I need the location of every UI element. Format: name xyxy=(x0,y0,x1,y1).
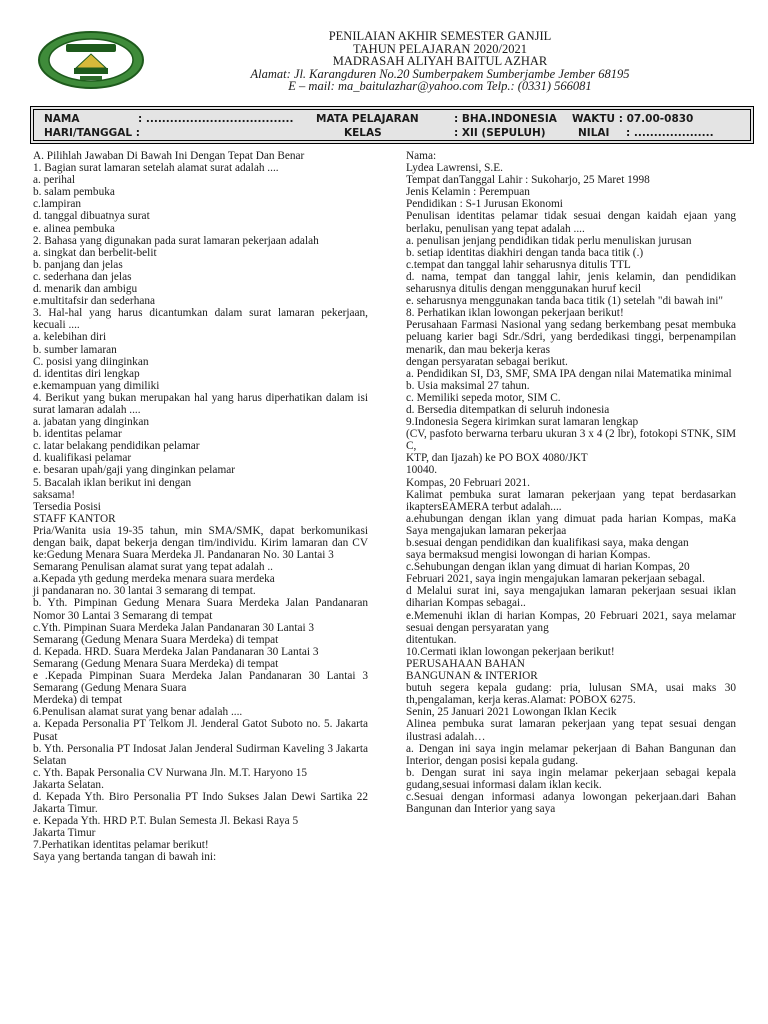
text-line: Tempat danTanggal Lahir : Sukoharjo, 25 Maret 1998 xyxy=(406,174,650,187)
text-line: c.lampiran xyxy=(33,198,81,211)
text-line: b. panjang dan jelas xyxy=(33,258,123,271)
text-line: Jakarta Selatan. xyxy=(33,778,104,791)
text-line: 10040. xyxy=(406,464,438,477)
text-line: b. Yth. Pimpinan Gedung Menara Suara Merdeka Jalan Pandanaran Nomor 30 Lantai 3 Semarang di tempat xyxy=(33,597,368,622)
text-line: e. seharusnya menggunakan tanda baca titik (1) setelah "di bawah ini" xyxy=(406,295,723,308)
text-line: b. setiap identitas diakhiri dengan tanda baca titik (.) xyxy=(406,246,644,259)
text-line: Tersedia Posisi xyxy=(33,500,101,513)
text-line: Jakarta Timur xyxy=(33,827,96,840)
text-line: c.tempat dan tanggal lahir seharusnya ditulis TTL xyxy=(406,258,631,271)
header-title: PENILAIAN AKHIR SEMESTER GANJIL xyxy=(328,29,552,43)
label-hari: HARI/TANGGAL : xyxy=(44,127,140,139)
text-line: 7.Perhatikan identitas pelamar berikut! xyxy=(33,839,209,852)
value-nilai[interactable]: : .................... xyxy=(626,127,714,139)
text-line: c. latar belakang pendidikan pelamar xyxy=(33,440,200,453)
header-address: Alamat: Jl. Karangduren No.20 Sumberpakem Sumberjambe Jember 68195 xyxy=(250,66,630,81)
text-line: c.Yth. Pimpinan Suara Merdeka Jalan Pandanaran 30 Lantai 3 xyxy=(33,621,315,634)
school-logo xyxy=(36,28,146,92)
text-line: 4. Berikut yang bukan merupakan hal yang harus diperhatikan dalam isi surat lamaran adalah .... xyxy=(33,391,368,416)
text-line: a. Kepada Personalia PT Telkom Jl. Jenderal Gatot Suboto no. 5. Jakarta Pusat xyxy=(33,718,368,743)
text-line: b. Yth. Personalia PT Indosat Jalan Jenderal Sudirman Kaveling 3 Jakarta Selatan xyxy=(33,742,368,767)
text-line: a.ehubungan dengan iklan yang dimuat pada harian Kompas, maKa Saya mengajukan lamaran pekerjaa xyxy=(406,512,736,537)
text-line: (CV, pasfoto berwarna terbaru ukuran 3 x 4 (2 lbr), fotokopi STNK, SIM C, xyxy=(406,428,736,453)
text-line: a. Pendidikan SI, D3, SMF, SMA IPA dengan nilai Matematika minimal xyxy=(406,367,732,380)
text-line: d. menarik dan ambigu xyxy=(33,283,138,296)
text-line: A. Pilihlah Jawaban Di Bawah Ini Dengan Tepat Dan Benar xyxy=(33,150,305,162)
value-mapel: : BHA.INDONESIA xyxy=(454,113,557,125)
text-line: Semarang (Gedung Menara Suara Merdeka) di tempat xyxy=(33,633,279,646)
exam-header xyxy=(150,30,730,93)
text-line: KTP, dan Ijazah) ke PO BOX 4080/JKT xyxy=(406,452,588,465)
text-line: a. Dengan ini saya ingin melamar pekerjaan di Bahan Bangunan dan Interior, dengan posisi kepala gudang. xyxy=(406,742,736,767)
text-line: 3. Hal-hal yang harus dicantumkan dalam surat lamaran pekerjaan, kecuali .... xyxy=(33,307,368,332)
text-line: e. besaran upah/gaji yang dinginkan pelamar xyxy=(33,464,236,477)
text-line: Semarang (Gedung Menara Suara Merdeka) di tempat xyxy=(33,657,279,670)
text-line: 8. Perhatikan iklan lowongan pekerjaan berikut! xyxy=(406,307,624,320)
text-line: Perusahaan Farmasi Nasional yang sedang berkembang pesat membuka peluang karier bagi Sdr./Sdri, yang berdedikasi tinggi, berpenampilan menarik, dan mau bekerja keras xyxy=(406,319,736,356)
header-year: TAHUN PELAJARAN 2020/2021 xyxy=(353,41,527,56)
text-line: c. Yth. Bapak Personalia CV Nurwana Jln. M.T. Haryono 15 xyxy=(33,766,308,779)
text-line: dengan persyaratan sebagai berikut. xyxy=(406,355,568,368)
text-line: ji pandanaran no. 30 lantai 3 semarang di tempat. xyxy=(33,585,256,598)
text-line: e .Kepada Pimpinan Suara Merdeka Jalan Pandanaran 30 Lantai 3 Semarang (Gedung Menara Suara xyxy=(33,670,368,695)
text-line: d. Kepada Yth. Biro Personalia PT Indo Sukses Jalan Dewi Sartika 22 Jakarta Timur. xyxy=(33,790,368,816)
text-line: 9.Indonesia Segera kirimkan surat lamaran lengkap xyxy=(406,416,639,429)
label-waktu: WAKTU : 07.00-0830 xyxy=(572,113,694,125)
text-line: b. identitas pelamar xyxy=(33,428,122,441)
text-line: c.Sehubungan dengan iklan yang dimuat di harian Kompas, 20 xyxy=(406,561,690,574)
label-mapel: MATA PELAJARAN xyxy=(316,113,419,125)
text-line: a. penulisan jenjang pendidikan tidak perlu menuliskan jurusan xyxy=(406,234,692,247)
text-line: saksama! xyxy=(33,488,76,501)
text-line: e.kemampuan yang dimiliki xyxy=(33,379,160,392)
text-line: d. Kepada. HRD. Suara Merdeka Jalan Pandanaran 30 Lantai 3 xyxy=(33,645,319,658)
text-line: Pria/Wanita usia 19-35 tahun, min SMA/SMK, dapat berkomunikasi dengan baik, dapat bekerja dengan tim/individu. Kirim lamaran dan CV ke:Gedung Menara Suara Merdeka Jl. Pandanaran No. 30 Lantai 3 xyxy=(33,524,368,562)
text-line: butuh segera kepala gudang: pria, lulusan SMA, usai maks 30 th,pengalaman, kerja keras.Alamat: POBOX 6275. xyxy=(406,682,736,707)
student-info-box xyxy=(30,106,754,144)
text-line: PERUSAHAAN BAHAN xyxy=(406,657,525,670)
text-line: Nama: xyxy=(406,150,437,162)
text-line: e. Kepada Yth. HRD P.T. Bulan Semesta Jl. Bekasi Raya 5 xyxy=(33,815,299,828)
text-line: a. kelebihan diri xyxy=(33,331,107,344)
text-line: d. kualifikasi pelamar xyxy=(33,452,132,465)
questions-left-column xyxy=(33,150,368,864)
text-line: 1. Bagian surat lamaran setelah alamat surat adalah .... xyxy=(33,162,279,175)
text-line: ditentukan. xyxy=(406,633,457,646)
value-kelas: : XII (SEPULUH) xyxy=(454,127,546,139)
text-line: Kalimat pembuka surat lamaran pekerjaan yang tepat berdasarkan ikaptersEAMERA terbut adalah.... xyxy=(406,488,736,513)
header-school: MADRASAH ALIYAH BAITUL AZHAR xyxy=(332,54,548,68)
text-line: a.Kepada yth gedung merdeka menara suara merdeka xyxy=(33,573,275,586)
text-line: b. salam pembuka xyxy=(33,186,115,199)
text-line: a. perihal xyxy=(33,174,76,187)
text-line: d. identitas diri lengkap xyxy=(33,367,140,380)
text-line: STAFF KANTOR xyxy=(33,512,116,525)
text-line: C. posisi yang diinginkan xyxy=(33,355,149,368)
text-line: b. sumber lamaran xyxy=(33,343,117,356)
text-line: Alinea pembuka surat lamaran pekerjaan yang tepat sesuai dengan ilustrasi adalah… xyxy=(406,718,736,743)
text-line: Februari 2021, saya ingin mengajukan lamaran pekerjaan sebagal. xyxy=(406,573,705,586)
text-line: d. tanggal dibuatnya surat xyxy=(33,210,150,223)
questions-right-column xyxy=(406,150,736,815)
text-line: a. singkat dan berbelit-belit xyxy=(33,246,157,259)
text-line: b. Usia maksimal 27 tahun. xyxy=(406,379,530,392)
text-line: Semarang Penulisan alamat surat yang tepat adalah .. xyxy=(33,561,273,574)
text-line: Lydea Lawrensi, S.E. xyxy=(406,162,503,175)
text-line: b. Dengan surat ini saya ingin melamar pekerjaan sebagai kepala gudang,sesuai informasi dalam iklan kecik. xyxy=(406,766,736,791)
header-contact: E – mail: ma_baitulazhar@yahoo.com Telp.: (0331) 566081 xyxy=(288,79,592,93)
text-line: Jenis Kelamin : Perempuan xyxy=(406,186,530,199)
text-line: c. sederhana dan jelas xyxy=(33,270,132,283)
text-line: e.Memenuhi iklan di harian Kompas, 20 Februari 2021, saya melamar sesuai dengan persyaratan yang xyxy=(406,609,736,634)
text-line: 5. Bacalah iklan berikut ini dengan xyxy=(33,476,192,489)
text-line: d. Bersedia ditempatkan di seluruh indonesia xyxy=(406,403,610,416)
text-line: a. jabatan yang dinginkan xyxy=(33,416,150,429)
student-info-inner xyxy=(33,109,751,141)
text-line: Pendidikan : S-1 Jurusan Ekonomi xyxy=(406,198,563,211)
text-line: Merdeka) di tempat xyxy=(33,694,123,707)
text-line: Saya yang bertanda tangan di bawah ini: xyxy=(33,851,217,864)
text-line: e. alinea pembuka xyxy=(33,222,115,235)
text-line: e.multitafsir dan sederhana xyxy=(33,295,156,308)
text-line: c.Sesuai dengan informasi adanya lowongan pekerjaan.dari Bahan Bangunan dan Interior yang saya xyxy=(406,790,736,816)
text-line: 2. Bahasa yang digunakan pada surat lamaran pekerjaan adalah xyxy=(33,234,319,247)
text-line: d Melalui surat ini, saya mengajukan lamaran pekerjaan sesuai iklan diharian Kompas sebagai.. xyxy=(406,585,736,610)
text-line: c. Memiliki sepeda motor, SIM C. xyxy=(406,391,561,404)
text-line: 10.Cermati iklan lowongan pekerjaan berikut! xyxy=(406,645,615,658)
value-nama[interactable]: : ..................................... xyxy=(138,113,294,125)
text-line: 6.Penulisan alamat surat yang benar adalah .... xyxy=(33,706,243,719)
text-line: d. nama, tempat dan tanggal lahir, jenis kelamin, dan pendidikan seharusnya ditulis dengan menggunakan huruf kecil xyxy=(406,270,736,296)
text-line: Senin, 25 Januari 2021 Lowongan Iklan Kecik xyxy=(406,706,617,719)
text-line: saya bermaksud mengisi lowongan di harian Kompas. xyxy=(406,549,651,562)
text-line: Penulisan identitas pelamar tidak sesuai dengan kaidah ejaan yang berlaku, penulisan yang tepat adalah .... xyxy=(406,210,736,235)
label-kelas: KELAS xyxy=(344,127,382,139)
label-nilai: NILAI xyxy=(578,127,610,139)
text-line: Kompas, 20 Februari 2021. xyxy=(406,476,530,489)
text-line: BANGUNAN & INTERIOR xyxy=(406,670,538,683)
text-line: b.sesuai dengan pendidikan dan kualifikasi saya, maka dengan xyxy=(406,537,689,549)
label-nama: NAMA xyxy=(44,113,80,125)
